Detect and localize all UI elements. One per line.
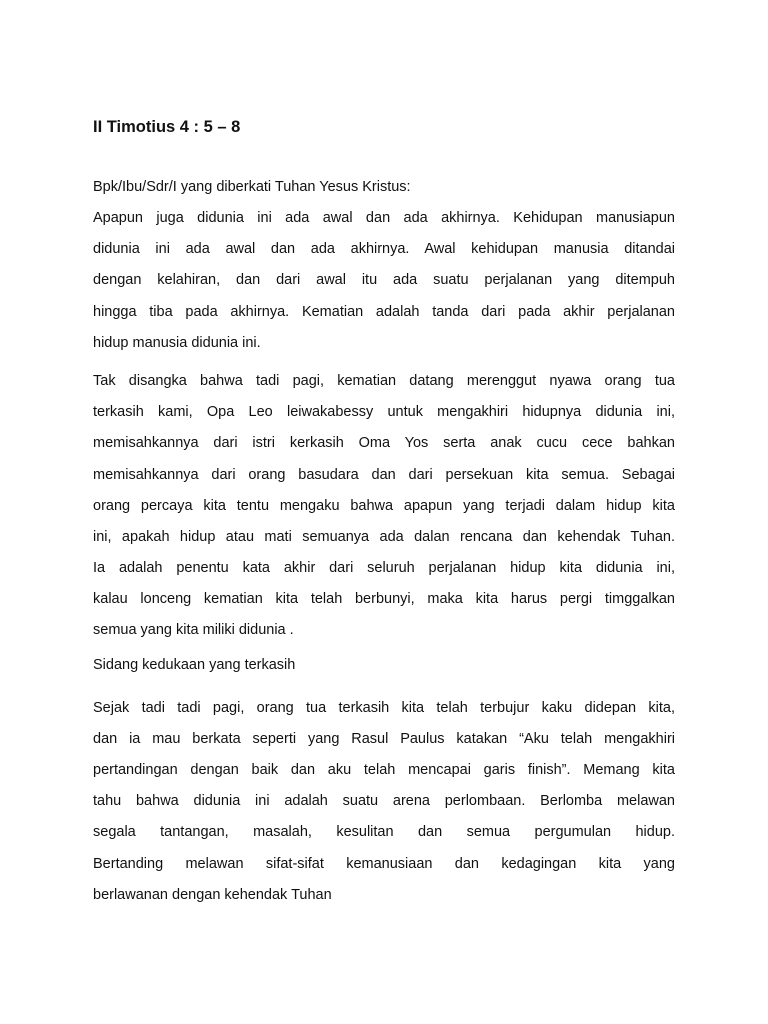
paragraph-line: tahu bahwa didunia ini adalah suatu arena perlombaan. Berlomba melawan <box>93 793 675 810</box>
paragraph-line: ini, apakah hidup atau mati semuanya ada dalan rencana dan kehendak Tuhan. <box>93 528 675 545</box>
paragraph-3 <box>93 693 675 911</box>
paragraph-line: Ia adalah penentu kata akhir dari seluruh perjalanan hidup kita didunia ini, <box>93 560 675 577</box>
page-title: II Timotius 4 : 5 – 8 <box>93 118 241 136</box>
paragraph-line: Tak disangka bahwa tadi pagi, kematian datang merenggut nyawa orang tua <box>93 372 675 389</box>
paragraph-line: segala tantangan, masalah, kesulitan dan semua pergumulan hidup. <box>93 824 675 841</box>
paragraph-line: Apapun juga didunia ini ada awal dan ada akhirnya. Kehidupan manusiapun <box>93 210 675 226</box>
paragraph-line: orang percaya kita tentu mengaku bahwa apapun yang terjadi dalam hidup kita <box>93 497 675 514</box>
paragraph-line: memisahkannya dari istri kerkasih Oma Yos serta anak cucu cece bahkan <box>93 435 675 452</box>
paragraph-1 <box>93 203 675 359</box>
paragraph-line: pertandingan dengan baik dan aku telah mencapai garis finish”. Memang kita <box>93 762 675 778</box>
paragraph-line: hingga tiba pada akhirnya. Kematian adalah tanda dari pada akhir perjalanan <box>93 303 675 320</box>
paragraph-line: terkasih kami, Opa Leo leiwakabessy untuk mengakhiri hidupnya didunia ini, <box>93 404 675 421</box>
paragraph-line: Sejak tadi tadi pagi, orang tua terkasih kita telah terbujur kaku didepan kita, <box>93 699 675 716</box>
paragraph-line: memisahkannya dari orang basudara dan dari persekuan kita semua. Sebagai <box>93 466 675 483</box>
greeting-line: Bpk/Ibu/Sdr/I yang diberkati Tuhan Yesus Kristus: <box>93 179 411 195</box>
paragraph-2 <box>93 366 675 647</box>
paragraph-line: berlawanan dengan kehendak Tuhan <box>93 886 332 903</box>
paragraph-line: didunia ini ada awal dan ada akhirnya. Awal kehidupan manusia ditandai <box>93 241 675 258</box>
paragraph-line: kalau lonceng kematian kita telah berbunyi, maka kita harus pergi timggalkan <box>93 591 675 608</box>
paragraph-line: semua yang kita miliki didunia . <box>93 622 294 639</box>
paragraph-line: dan ia mau berkata seperti yang Rasul Paulus katakan “Aku telah mengakhiri <box>93 730 675 747</box>
paragraph-line: hidup manusia didunia ini. <box>93 334 261 351</box>
paragraph-line: Bertanding melawan sifat-sifat kemanusiaan dan kedagingan kita yang <box>93 855 675 872</box>
document-page <box>93 118 675 918</box>
section-heading: Sidang kedukaan yang terkasih <box>93 656 296 673</box>
paragraph-line: dengan kelahiran, dan dari awal itu ada suatu perjalanan yang ditempuh <box>93 272 675 289</box>
